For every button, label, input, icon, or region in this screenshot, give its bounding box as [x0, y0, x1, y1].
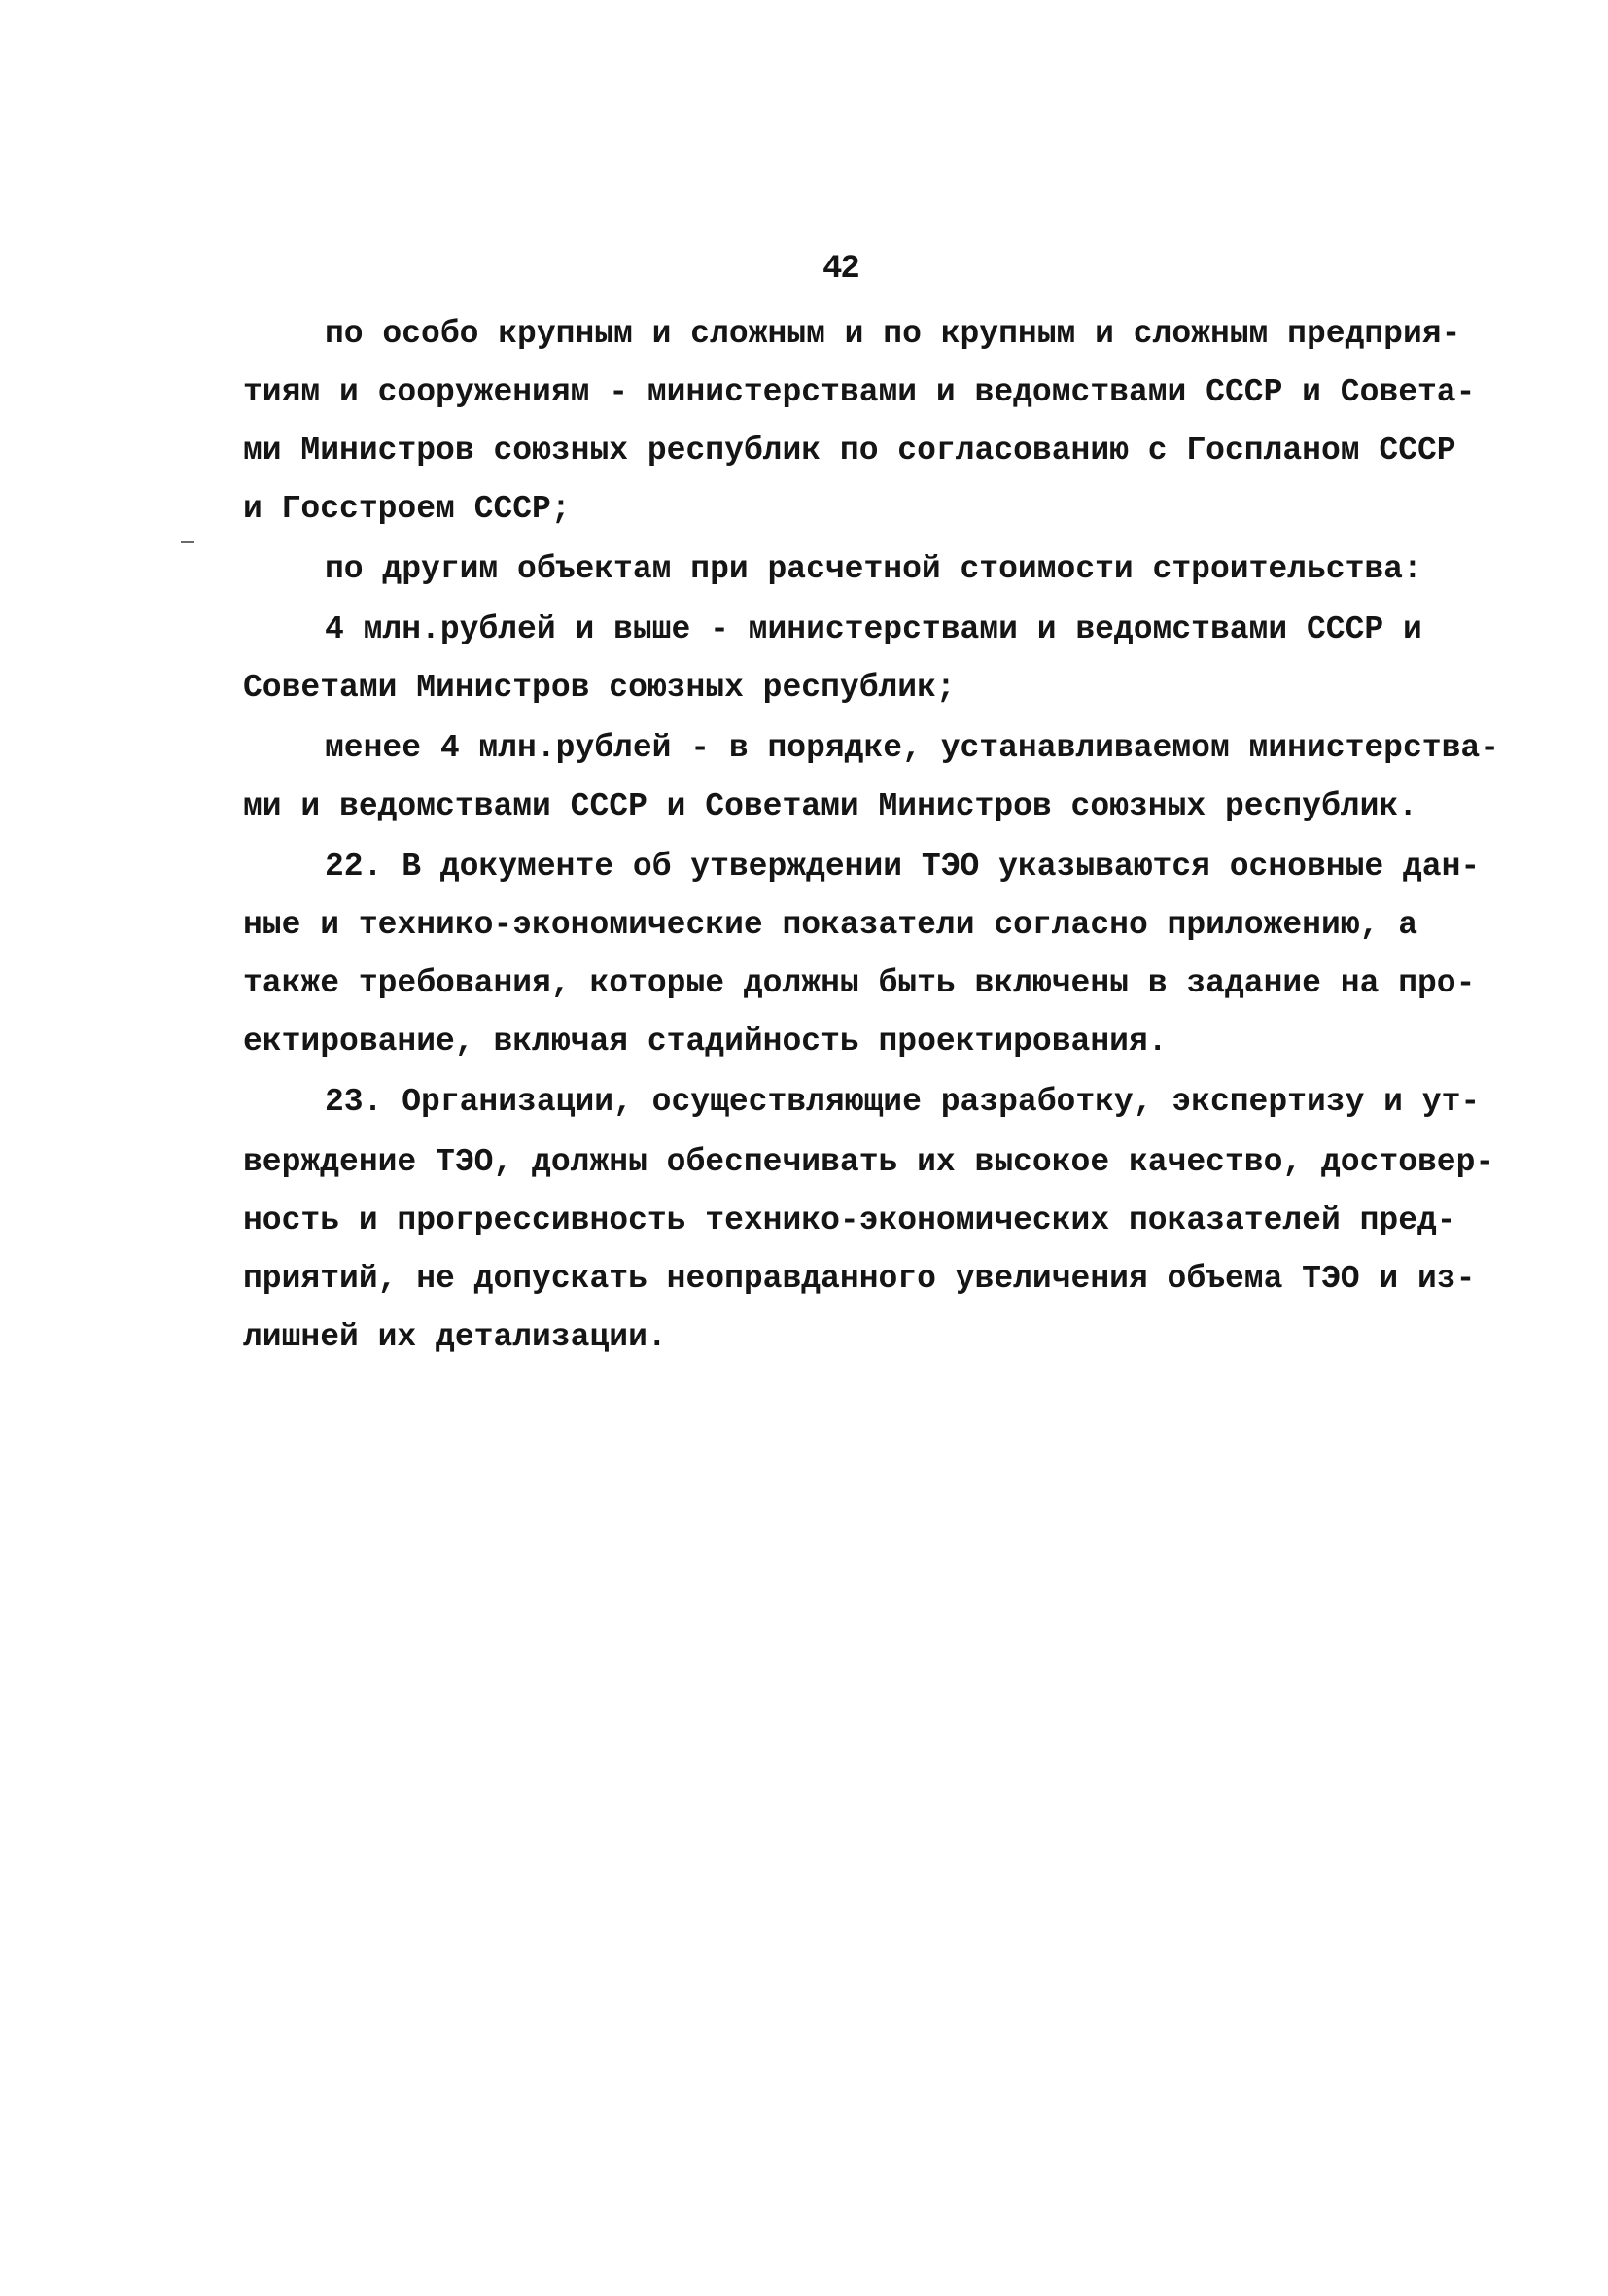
text-line: Советами Министров союзных республик;: [243, 670, 956, 706]
text-line: 23. Организации, осуществляющие разработку, экспертизу и ут-: [325, 1084, 1481, 1120]
text-line: и Госстроем СССР;: [243, 491, 571, 527]
text-line: тиям и сооружениям - министерствами и ведомствами СССР и Совета-: [243, 374, 1476, 410]
text-line: ми Министров союзных республик по согласованию с Госпланом СССР: [243, 433, 1456, 469]
text-line: ные и технико-экономические показатели согласно приложению, а: [243, 907, 1417, 943]
text-line: верждение ТЭО, должны обеспечивать их высокое качество, достовер-: [243, 1144, 1495, 1180]
text-line: ектирование, включая стадийность проектирования.: [243, 1024, 1168, 1060]
text-line: по особо крупным и сложным и по крупным и сложным предприя-: [325, 316, 1461, 352]
text-line: менее 4 млн.рублей - в порядке, устанавливаемом министерства-: [325, 730, 1499, 766]
text-line: также требования, которые должны быть включены в задание на про-: [243, 965, 1476, 1001]
page-number: 42: [822, 251, 858, 288]
text-line: ность и прогрессивность технико-экономических показателей пред-: [243, 1202, 1456, 1238]
text-line: лишней их детализации.: [243, 1319, 667, 1355]
text-line: 4 млн.рублей и выше - министерствами и ведомствами СССР и: [325, 611, 1422, 647]
text-line: приятий, не допускать неоправданного увеличения объема ТЭО и из-: [243, 1261, 1476, 1297]
margin-mark: [181, 541, 194, 543]
text-line: 22. В документе об утверждении ТЭО указываются основные дан-: [325, 849, 1481, 885]
text-line: по другим объектам при расчетной стоимости строительства:: [325, 551, 1422, 587]
text-line: ми и ведомствами СССР и Советами Министров союзных республик.: [243, 788, 1417, 824]
